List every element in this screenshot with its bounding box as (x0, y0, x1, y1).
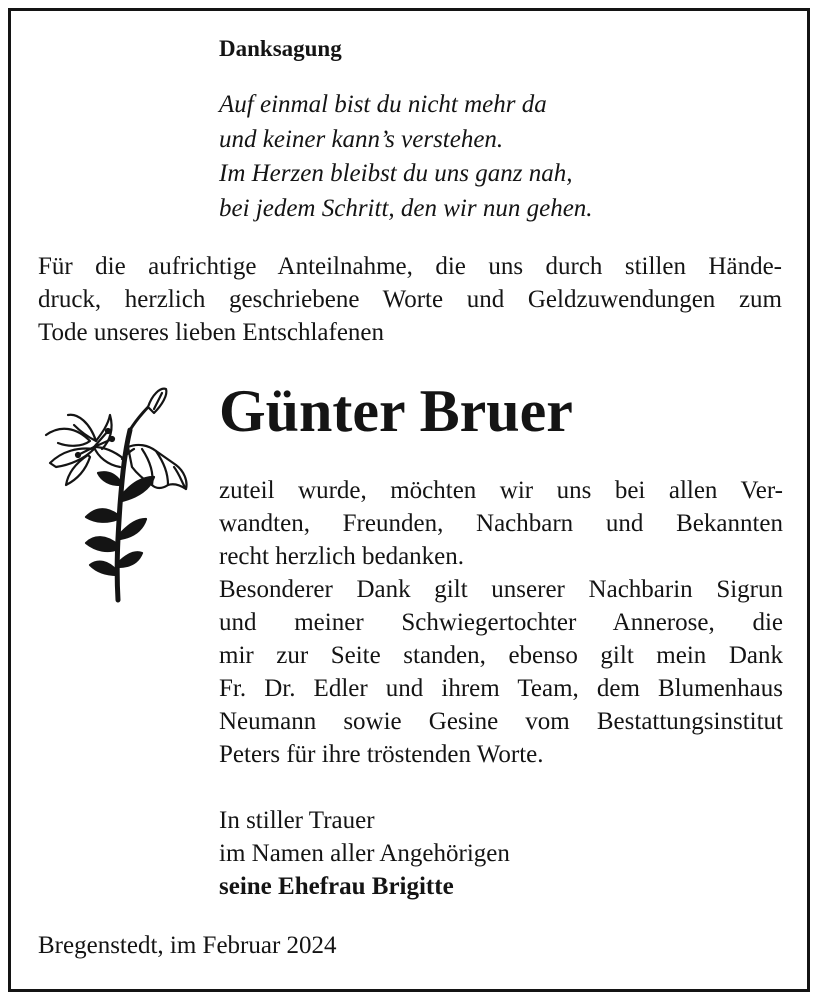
signature-line: im Namen aller Angehörigen (219, 840, 510, 867)
intro-line: Für die aufrichtige Anteilnahme, die uns durch stillen Hände- (38, 253, 782, 280)
thanks-paragraph (219, 474, 783, 771)
signature-block (219, 804, 510, 903)
body-line: wandten, Freunden, Nachbarn und Bekannten (219, 510, 783, 537)
signer-name: seine Ehefrau Brigitte (219, 873, 454, 900)
body-line: und meiner Schwiegertochter Annerose, die (219, 609, 783, 636)
poem-line: und keiner kann’s verstehen. (219, 125, 504, 153)
intro-line: Tode unseres lieben Entschlafenen (38, 319, 385, 346)
body-line: Besonderer Dank gilt unserer Nachbarin Sigrun (219, 576, 783, 603)
memorial-poem (219, 88, 593, 226)
signature-line: In stiller Trauer (219, 807, 375, 834)
body-line: zuteil wurde, möchten wir uns bei allen Ver- (219, 477, 783, 504)
body-line: recht herzlich bedanken. (219, 543, 465, 570)
place-and-date: Bregenstedt, im Februar 2024 (38, 932, 337, 959)
poem-line: Im Herzen bleibst du uns ganz nah, (219, 160, 573, 187)
poem-line: bei jedem Schritt, den wir nun gehen. (219, 194, 593, 222)
body-line: Fr. Dr. Edler und ihrem Team, dem Blumenhaus (219, 675, 783, 702)
body-line: mir zur Seite standen, ebenso gilt mein Dank (219, 642, 783, 669)
deceased-name: Günter Bruer (219, 378, 573, 444)
notice-heading: Danksagung (219, 36, 342, 61)
body-line: Peters für ihre tröstenden Worte. (219, 741, 544, 768)
body-line: Neumann sowie Gesine vom Bestattungsinstitut (219, 708, 783, 735)
poem-line: Auf einmal bist du nicht mehr da (219, 91, 547, 118)
lily-flower-icon (38, 385, 194, 603)
intro-line: druck, herzlich geschriebene Worte und Geldzuwendungen zum (38, 286, 782, 313)
intro-paragraph (38, 250, 782, 349)
